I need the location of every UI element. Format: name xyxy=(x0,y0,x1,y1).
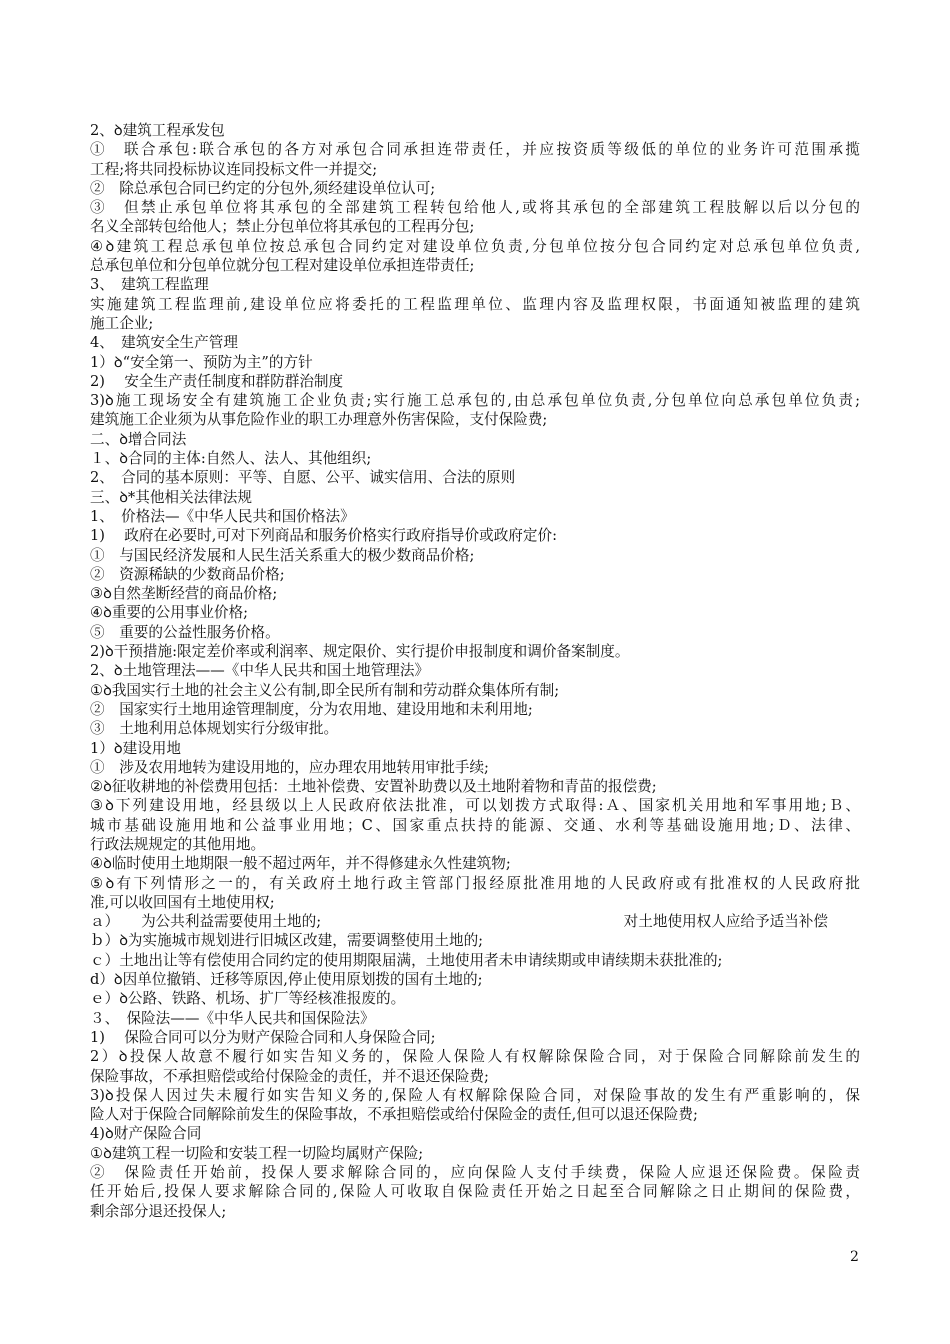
text-line: ④ꝺ临时使用土地期限一般不超过两年，并不得修建永久性建筑物; xyxy=(90,855,511,873)
text-line: 施工企业; xyxy=(90,314,154,332)
text-line: 剩余部分退还投保人; xyxy=(90,1202,227,1220)
text-line: 总承包单位和分包单位就分包工程对建设单位承担连带责任; xyxy=(90,257,475,275)
text-line: ③ 土地利用总体规划实行分级审批。 xyxy=(90,720,339,738)
text-line: 任开始后,投保人要求解除合同的,保险人可收取自保险责任开始之日起至合同解除之日止期间的保险费， xyxy=(90,1183,860,1201)
text-line: 2、ꝺ土地管理法——《中华人民共和国土地管理法》 xyxy=(90,662,430,680)
text-line: ② 保险责任开始前，投保人要求解除合同的，应向保险人支付手续费，保险人应退还保险费。保险责 xyxy=(90,1164,860,1182)
text-line: ①ꝺ建筑工程一切险和安装工程一切险均属财产保险; xyxy=(90,1144,424,1162)
text-line: 1) 政府在必要时,可对下列商品和服务价格实行政府指导价或政府定价: xyxy=(90,527,557,545)
text-line: 三、ꝺ*其他相关法律法规 xyxy=(90,488,252,506)
text-line: 4)ꝺ财产保险合同 xyxy=(90,1125,202,1143)
text-line: ① 联合承包:联合承包的各方对承包合同承担连带责任，并应按资质等级低的单位的业务许可范围承揽 xyxy=(90,141,860,159)
text-line-right: 对土地使用权人应给予适当补偿 xyxy=(623,913,828,931)
text-line: 工程;将共同投标协议连同投标文件一并提交; xyxy=(90,160,378,178)
text-line: 1) 保险合同可以分为财产保险合同和人身保险合同; xyxy=(90,1028,436,1046)
text-line: ③ 但禁止承包单位将其承包的全部建筑工程转包给他人,或将其承包的全部建筑工程肢解以后以分包的 xyxy=(90,199,860,217)
text-line: 1、 价格法—《中华人民共和国价格法》 xyxy=(90,507,355,525)
page-number: 2 xyxy=(850,1249,859,1265)
text-line: 准,可以收回国有土地使用权; xyxy=(90,893,275,911)
text-line: ②ꝺ征收耕地的补偿费用包括：土地补偿费、安置补助费以及土地附着物和青苗的报偿费; xyxy=(90,778,657,796)
text-line: 2）ꝺ投保人故意不履行如实告知义务的，保险人保险人有权解除保险合同，对于保险合同解除前发生的 xyxy=(90,1048,860,1066)
text-line: d）ꝺ因单位撤销、迁移等原因,停止使用原划拨的国有土地的; xyxy=(90,971,483,989)
text-line: 2) 安全生产责任制度和群防群治制度 xyxy=(90,372,344,390)
text-line: ｅ）ꝺ公路、铁路、机场、扩厂等经核准报废的。 xyxy=(90,990,406,1008)
text-line: ⑤ 重要的公益性服务价格。 xyxy=(90,623,280,641)
text-line: 实施建筑工程监理前,建设单位应将委托的工程监理单位、监理内容及监理权限，书面通知被监理的建筑 xyxy=(90,295,860,313)
text-line: ① 涉及农用地转为建设用地的，应办理农用地转用审批手续; xyxy=(90,758,489,776)
text-line: ｃ）土地出让等有偿使用合同约定的使用期限届满，土地使用者未申请续期或申请续期未获批准的; xyxy=(90,951,723,969)
text-line: 行政法规规定的其他用地。 xyxy=(90,835,266,853)
text-line: ⑤ꝺ有下列情形之一的，有关政府土地行政主管部门报经原批准用地的人民政府或有批准权的人民政府批 xyxy=(90,874,860,892)
text-line: ｂ）ꝺ为实施城市规划进行旧城区改建，需要调整使用土地的; xyxy=(90,932,484,950)
text-line: 名义全部转包给他人；禁止分包单位将其承包的工程再分包; xyxy=(90,218,475,236)
text-line: 3、 建筑工程监理 xyxy=(90,276,209,294)
text-line: 3)ꝺ施工现场安全有建筑施工企业负责;实行施工总承包的,由总承包单位负责,分包单位向总承包单位负责; xyxy=(90,392,860,410)
text-line: １、ꝺ合同的主体:自然人、法人、其他组织; xyxy=(90,450,372,468)
text-line: 2、ꝺ建筑工程承发包 xyxy=(90,122,225,139)
text-line: 建筑施工企业须为从事危险作业的职工办理意外伤害保险，支付保险费; xyxy=(90,411,548,429)
text-line: 1）ꝺ建设用地 xyxy=(90,739,181,757)
text-line: ３、 保险法——《中华人民共和国保险法》 xyxy=(90,1009,375,1027)
text-line-left: ａ） 为公共利益需要使用土地的; xyxy=(90,913,322,931)
text-line: 3)ꝺ投保人因过失未履行如实告知义务的,保险人有权解除保险合同，对保险事故的发生有严重影响的，保 xyxy=(90,1086,860,1104)
text-line: 险人对于保险合同解除前发生的保险事故，不承担赔偿或给付保险金的责任,但可以退还保险费; xyxy=(90,1106,698,1124)
text-line: 二、ꝺ增合同法 xyxy=(90,430,187,448)
text-line: 2、 合同的基本原则：平等、自愿、公平、诚实信用、合法的原则 xyxy=(90,469,516,487)
text-line: 4、 建筑安全生产管理 xyxy=(90,334,238,352)
text-line: ② 资源稀缺的少数商品价格; xyxy=(90,565,285,583)
text-line: ③ꝺ下列建设用地，经县级以上人民政府依法批准，可以划拨方式取得:Ａ、国家机关用地和军事用地;Ｂ、 xyxy=(90,797,860,815)
text-line: ② 国家实行土地用途管理制度，分为农用地、建设用地和未利用地; xyxy=(90,700,533,718)
text-line: 1）ꝺ“安全第一、预防为主”的方针 xyxy=(90,353,313,371)
text-line: ④ꝺ重要的公用事业价格; xyxy=(90,604,249,622)
text-line: 保险事故，不承担赔偿或给付保险金的责任，并不退还保险费; xyxy=(90,1067,489,1085)
text-line: ①ꝺ我国实行土地的社会主义公有制,即全民所有制和劳动群众集体所有制; xyxy=(90,681,560,699)
text-line: 2)ꝺ干预措施:限定差价率或利润率、规定限价、实行提价申报制度和调价备案制度。 xyxy=(90,643,630,661)
text-line: ① 与国民经济发展和人民生活关系重大的极少数商品价格; xyxy=(90,546,475,564)
text-line: ③ꝺ自然垄断经营的商品价格; xyxy=(90,585,278,603)
text-line: ② 除总承包合同已约定的分包外,须经建设单位认可; xyxy=(90,179,436,197)
text-line: 城市基础设施用地和公益事业用地；C、国家重点扶持的能源、交通、水利等基础设施用地;Ｄ、法律、 xyxy=(90,816,860,834)
text-line xyxy=(90,912,860,931)
document-body xyxy=(90,121,860,1221)
text-line: ④ꝺ建筑工程总承包单位按总承包合同约定对建设单位负责,分包单位按分包合同约定对总承包单位负责, xyxy=(90,237,860,255)
